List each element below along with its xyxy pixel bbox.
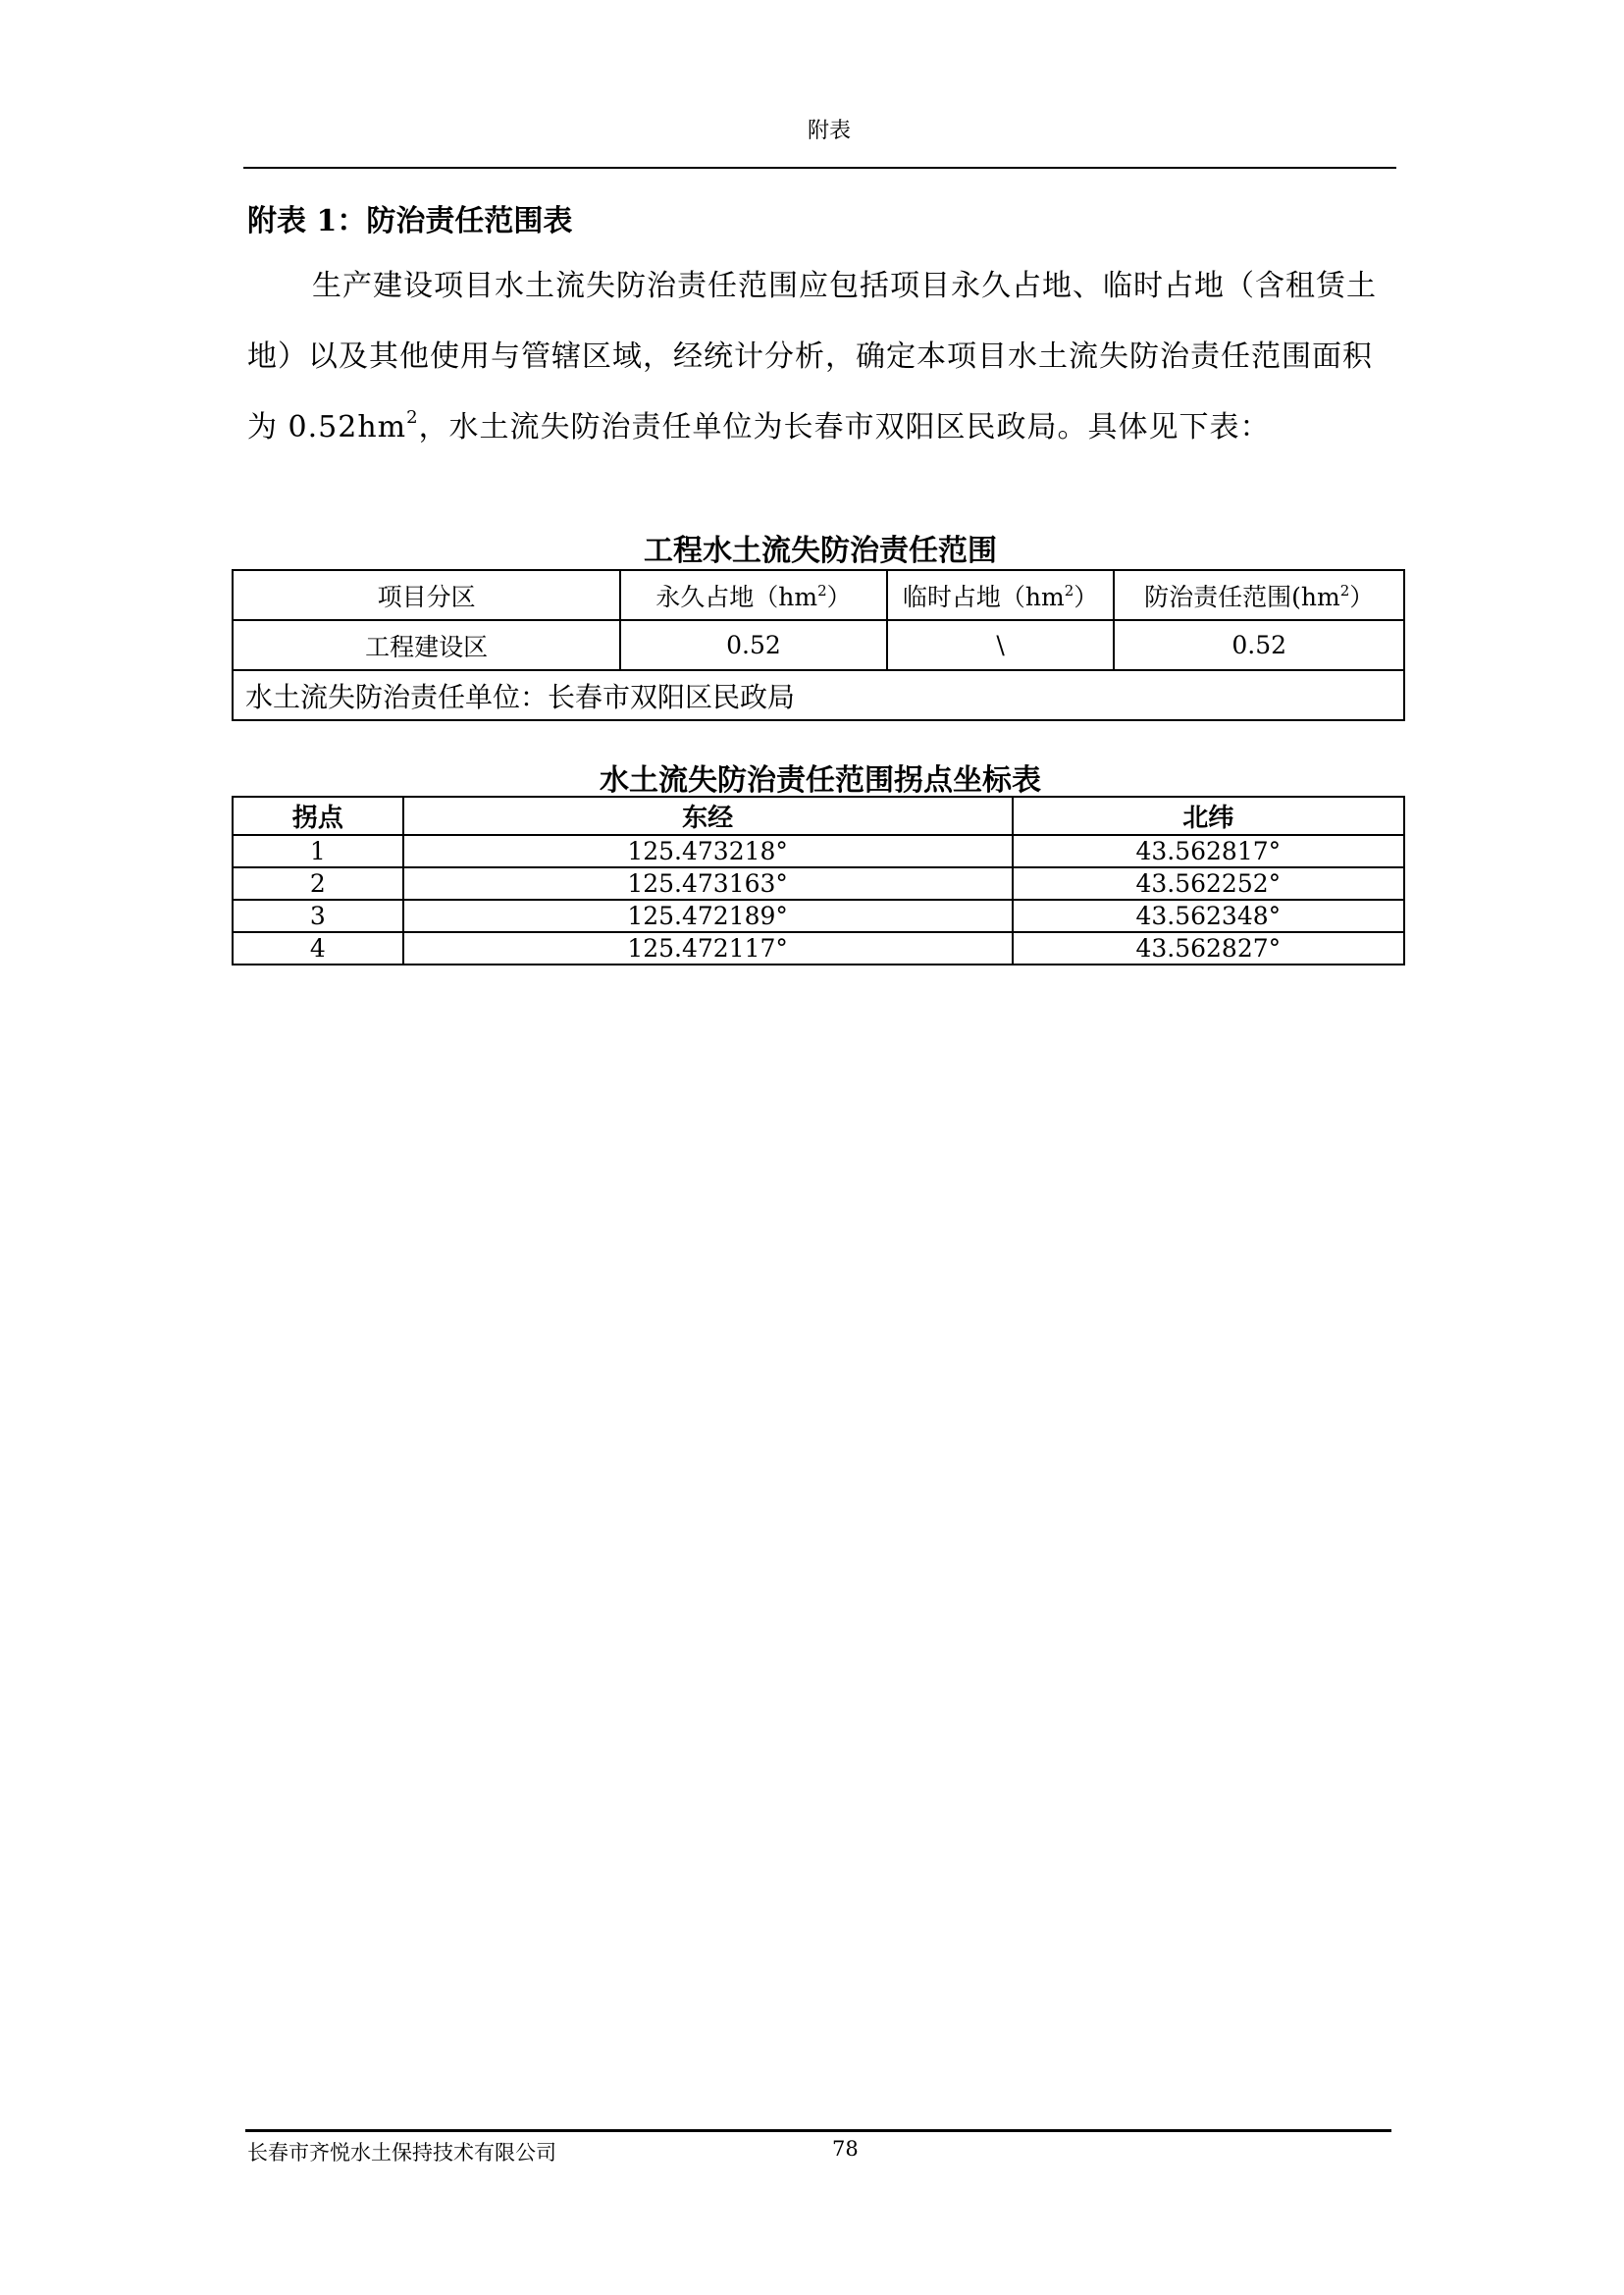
cell-longitude: 125.473218° [403, 835, 1013, 867]
header-permanent-label: 永久占地（hm [655, 582, 818, 611]
cell-latitude: 43.562348° [1013, 900, 1404, 932]
cell-longitude: 125.473163° [403, 867, 1013, 900]
header-scope-total [1114, 570, 1404, 620]
table2-caption: 水土流失防治责任范围拐点坐标表 [600, 763, 1041, 798]
cell-zone: 工程建设区 [233, 620, 620, 670]
table-header-row [233, 797, 1404, 835]
table-footer-row [233, 670, 1404, 720]
cell-point: 4 [233, 932, 403, 965]
table-row [233, 900, 1404, 932]
header-latitude: 北纬 [1013, 797, 1404, 835]
cell-permanent-land: 0.52 [620, 620, 887, 670]
responsibility-scope-table [232, 569, 1405, 721]
cell-longitude: 125.472189° [403, 900, 1013, 932]
cell-point: 3 [233, 900, 403, 932]
header-divider [243, 167, 1396, 169]
table-header-row [233, 570, 1404, 620]
header-point: 拐点 [233, 797, 403, 835]
page-number: 78 [832, 2137, 859, 2161]
header-temporary-label: 临时占地（hm [902, 582, 1065, 611]
table-row [233, 867, 1404, 900]
cell-point: 2 [233, 867, 403, 900]
table-row [233, 932, 1404, 965]
cell-point: 1 [233, 835, 403, 867]
header-zone-label: 项目分区 [377, 582, 476, 611]
header-scope-sup: 2 [1339, 581, 1350, 600]
header-permanent-land [620, 570, 887, 620]
header-scope-close: ） [1349, 582, 1375, 611]
header-permanent-close: ） [826, 582, 852, 611]
coordinates-table [232, 796, 1405, 965]
footer-company-name: 长春市齐悦水土保持技术有限公司 [247, 2141, 556, 2165]
header-temporary-close: ） [1074, 582, 1099, 611]
cell-scope-total: 0.52 [1114, 620, 1404, 670]
header-temporary-land [887, 570, 1115, 620]
paragraph-superscript: 2 [406, 407, 419, 428]
header-scope-label: 防治责任范围(hm [1144, 582, 1340, 611]
cell-longitude: 125.472117° [403, 932, 1013, 965]
cell-latitude: 43.562817° [1013, 835, 1404, 867]
cell-latitude: 43.562252° [1013, 867, 1404, 900]
cell-temporary-land: \ [887, 620, 1115, 670]
footer-divider [245, 2129, 1391, 2132]
header-temporary-sup: 2 [1064, 581, 1074, 600]
table-row [233, 620, 1404, 670]
header-longitude: 东经 [403, 797, 1013, 835]
table-row [233, 835, 1404, 867]
cell-latitude: 43.562827° [1013, 932, 1404, 965]
header-zone [233, 570, 620, 620]
responsible-unit-cell: 水土流失防治责任单位：长春市双阳区民政局 [233, 670, 1404, 720]
paragraph-text-part2: ，水土流失防治责任单位为长春市双阳区民政局。具体见下表： [418, 410, 1271, 444]
paragraph-text-part1: 生产建设项目水土流失防治责任范围应包括项目永久占地、临时占地（含租赁土地）以及其他使用与管辖区域，经统计分析，确定本项目水土流失防治责任范围面积为 0.52hm [247, 269, 1377, 444]
page-header-title: 附表 [807, 119, 851, 143]
section-heading: 附表 1：防治责任范围表 [247, 204, 573, 238]
header-permanent-sup: 2 [817, 581, 827, 600]
body-paragraph [247, 251, 1395, 463]
table1-caption: 工程水土流失防治责任范围 [644, 534, 997, 568]
